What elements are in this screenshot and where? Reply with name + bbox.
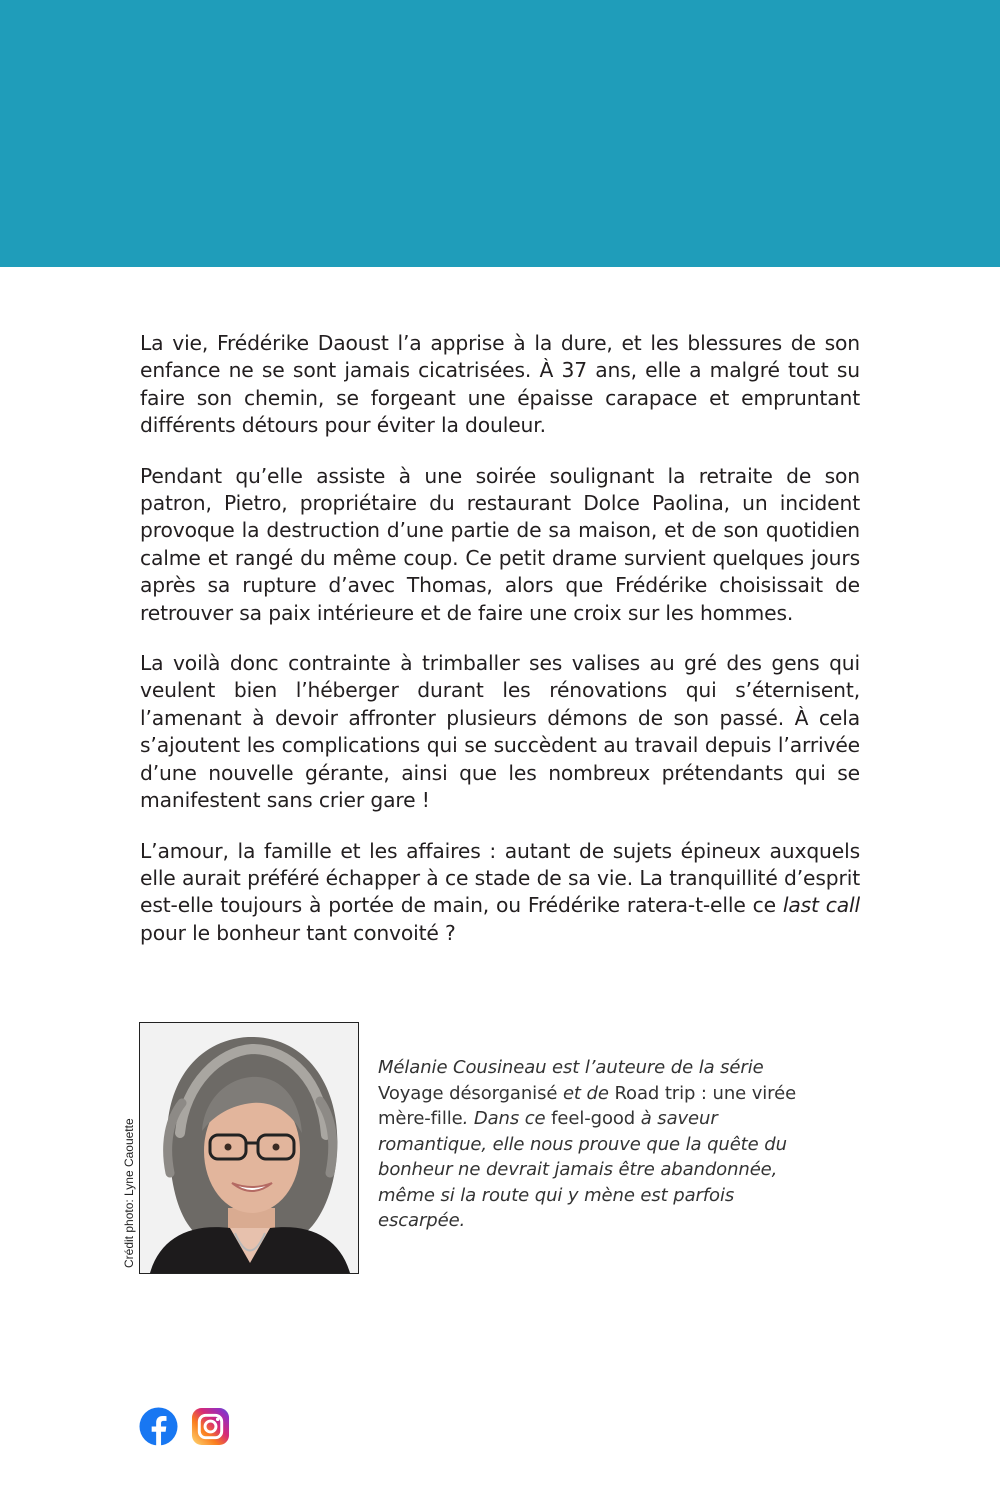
bio-part-1: Mélanie Cousineau est l’auteure de la série <box>378 1057 764 1078</box>
blurb-p4-end: pour le bonheur tant convoité ? <box>140 920 456 945</box>
photo-credit: Crédit photo: Lyne Caouette <box>122 1118 136 1268</box>
blurb-paragraph-3: La voilà donc contrainte à trimballer ses valises au gré des gens qui veulent bien l’héberger durant les rénovations qui s’éternisent, l’amenant à devoir affronter plusieurs démons de son passé. À cela s’ajoutent les complications qui se succèdent au travail depuis l’arrivée d’une nouvelle gérante, ainsi que les nombreux prétendants qui se manifestent sans crier gare ! <box>140 651 860 813</box>
bio-part-7: à saveur romantique, elle nous prouve que la quête du bonheur ne devrait jamais être abandonnée, même si la route qui y mène est parfois escarpée. <box>378 1108 787 1231</box>
cover-top-band <box>0 0 1000 267</box>
instagram-icon[interactable] <box>191 1407 230 1446</box>
blurb-paragraph-2: Pendant qu’elle assiste à une soirée soulignant la retraite de son patron, Pietro, propriétaire du restaurant Dolce Paolina, un incident provoque la destruction d’une partie de sa maison, et de son quotidien calme et rangé du même coup. Ce petit drame survient quelques jours après sa rupture d’avec Thomas, alors que Frédérike choisissait de retrouver sa paix intérieure et de faire une croix sur les hommes. <box>140 463 860 625</box>
blurb-p4-italic: last call <box>782 893 860 918</box>
social-icons <box>139 1407 230 1446</box>
facebook-icon[interactable] <box>139 1407 178 1446</box>
bio-part-3: et de <box>557 1082 615 1104</box>
blurb-paragraph-4 <box>140 838 860 948</box>
bio-part-5: . Dans ce <box>462 1108 552 1129</box>
bio-genre: feel-good <box>551 1108 636 1129</box>
blurb-paragraph-1: La vie, Frédérike Daoust l’a apprise à la dure, et les blessures de son enfance ne se sont jamais cicatrisées. À 37 ans, elle a malgré tout su faire son chemin, se forgeant une épaisse carapace et empruntant différents détours pour éviter la douleur. <box>140 331 860 438</box>
bio-series-title-1: Voyage désorganisé <box>378 1082 558 1104</box>
bio-series-title-2: Road trip : une virée mère-fille <box>378 1082 797 1129</box>
back-cover-blurb <box>140 330 860 970</box>
blurb-p4-start: L’amour, la famille et les affaires : autant de sujets épineux auxquels elle aurait préféré échapper à ce stade de sa vie. La tranquillité d’esprit est-elle toujours à portée de main, ou Frédérike ratera-t-elle ce <box>140 838 860 918</box>
author-photo <box>139 1022 359 1274</box>
author-bio <box>378 1055 798 1234</box>
author-portrait-illustration <box>140 1023 358 1273</box>
